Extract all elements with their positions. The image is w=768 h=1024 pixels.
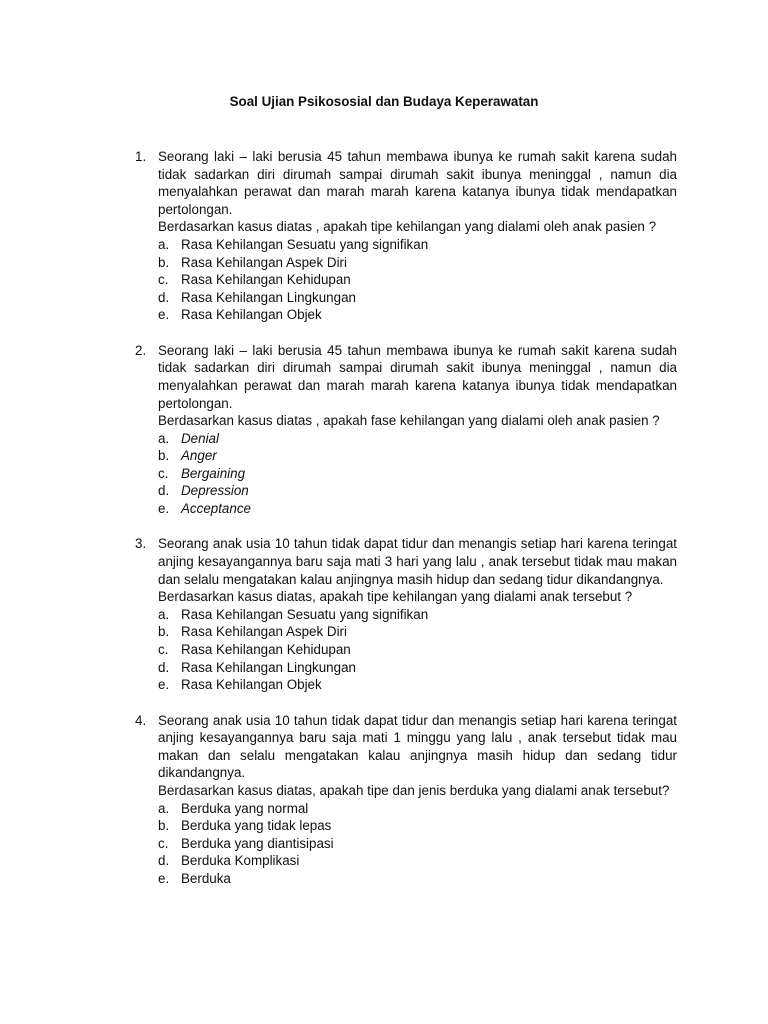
option-text: Rasa Kehilangan Objek [181,677,322,693]
option-e [158,500,677,518]
question-stem: Seorang laki – laki berusia 45 tahun membawa ibunya ke rumah sakit karena sudah tidak sadarkan diri dirumah sampai dirumah sakit ibunya meninggal , namun dia menyalahkan perawat dan marah marah karena katanya ibunya tidak mendapatkan pertolongan. [158,342,677,411]
option-b [158,254,677,272]
option-text: Depression [181,483,249,499]
option-label: b. [158,254,170,270]
question-stem: Seorang laki – laki berusia 45 tahun membawa ibunya ke rumah sakit karena sudah tidak sadarkan diri dirumah sampai dirumah sakit ibunya meninggal , namun dia menyalahkan perawat dan marah marah karena katanya ibunya tidak mendapatkan pertolongan. [158,149,677,217]
option-text: Rasa Kehilangan Aspek Diri [181,624,347,640]
option-d [158,659,677,677]
question-3 [135,535,677,693]
option-text: Berduka yang diantisipasi [181,835,334,851]
option-d [158,482,677,500]
option-c [158,641,677,659]
option-text: Rasa Kehilangan Objek [181,307,322,323]
option-label: e. [158,870,170,886]
question-prompt: Berdasarkan kasus diatas, apakah tipe kehilangan yang dialami anak tersebut ? [158,589,633,605]
option-d [158,289,677,307]
option-label: b. [158,624,170,640]
question-prompt: Berdasarkan kasus diatas , apakah tipe kehilangan yang dialami oleh anak pasien ? [158,219,657,235]
question-list [0,148,768,905]
question-stem: Seorang anak usia 10 tahun tidak dapat tidur dan menangis setiap hari karena teringat anjing kesayangannya baru saja mati 3 hari yang lalu , anak tersebut tidak mau makan dan selalu mengatakan kalau anjingnya masih hidup dan sedang tidur dikandangnya. [158,536,677,587]
option-c [158,465,677,483]
option-list [158,430,677,518]
option-label: a. [158,606,170,622]
question-prompt: Berdasarkan kasus diatas, apakah tipe dan jenis berduka yang dialami anak tersebut? [158,782,670,798]
option-label: a. [158,236,170,252]
option-text: Anger [181,448,217,464]
option-label: d. [158,483,170,499]
question-number: 1. [135,149,147,164]
option-text: Rasa Kehilangan Sesuatu yang signifikan [181,606,429,622]
option-b [158,817,677,835]
option-a [158,800,677,818]
option-c [158,835,677,853]
option-label: b. [158,818,170,834]
question-number: 2. [135,342,147,358]
option-text: Acceptance [181,501,251,517]
option-text: Rasa Kehilangan Lingkungan [181,289,356,305]
option-text: Berduka yang tidak lepas [181,818,332,834]
question-number: 4. [135,712,147,728]
option-text: Rasa Kehilangan Sesuatu yang signifikan [181,236,429,252]
option-text: Rasa Kehilangan Aspek Diri [181,254,347,270]
question-stem: Seorang anak usia 10 tahun tidak dapat tidur dan menangis setiap hari karena teringat anjing kesayangannya baru saja mati 1 minggu yang lalu , anak tersebut tidak mau makan dan selalu mengatakan kalau anjingnya masih hidup dan sedang tidur dikandangnya. [158,712,677,781]
option-label: c. [158,272,169,288]
option-a [158,430,677,448]
option-a [158,236,677,254]
option-b [158,447,677,465]
option-e [158,870,677,888]
option-b [158,623,677,641]
option-label: c. [158,835,169,851]
option-text: Berduka Komplikasi [181,853,300,869]
option-label: c. [158,465,169,481]
option-label: e. [158,501,170,517]
document-title: Soal Ujian Psikososial dan Budaya Keperawatan [229,94,539,109]
option-label: d. [158,289,170,305]
option-label: a. [158,800,170,816]
option-d [158,852,677,870]
option-label: a. [158,430,170,446]
option-a [158,606,677,624]
option-text: Rasa Kehilangan Kehidupan [181,272,351,288]
option-list [158,606,677,694]
option-text: Denial [181,430,219,446]
option-list [158,236,677,324]
option-text: Bergaining [181,465,246,481]
option-label: d. [158,853,170,869]
question-prompt: Berdasarkan kasus diatas , apakah fase kehilangan yang dialami oleh anak pasien ? [158,413,660,429]
option-list [158,800,677,888]
option-label: e. [158,677,170,693]
option-label: e. [158,307,170,323]
option-text: Rasa Kehilangan Lingkungan [181,659,356,675]
option-label: d. [158,659,170,675]
option-c [158,271,677,289]
option-label: c. [158,642,169,658]
question-1 [135,148,677,324]
question-number: 3. [135,536,147,552]
option-text: Berduka [181,870,231,886]
option-e [158,306,677,324]
option-text: Berduka yang normal [181,800,309,816]
question-4 [135,712,677,888]
question-2 [135,342,677,518]
option-text: Rasa Kehilangan Kehidupan [181,642,351,658]
option-e [158,676,677,694]
option-label: b. [158,448,170,464]
